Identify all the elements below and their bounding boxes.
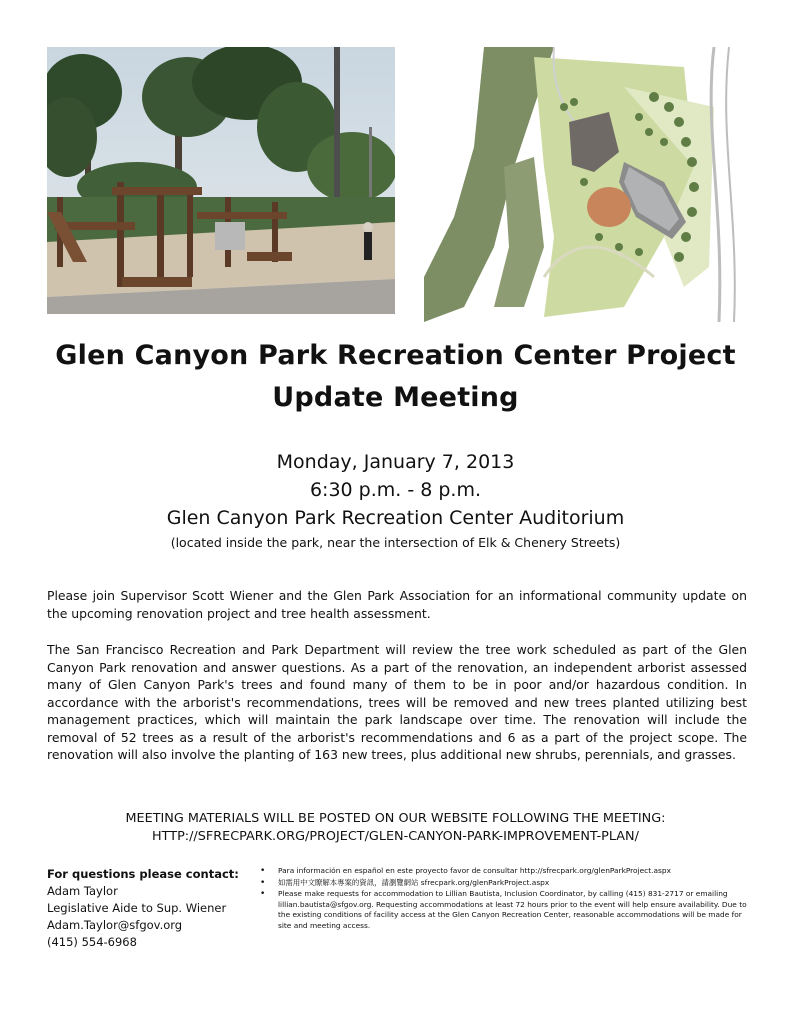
bullet-icon: • <box>260 877 266 888</box>
event-venue: Glen Canyon Park Recreation Center Auditorium <box>166 507 625 529</box>
bullet-icon: • <box>260 889 266 900</box>
page-title-line-2: Update Meeting <box>272 382 519 413</box>
site-plan-drawing <box>424 47 746 322</box>
project-website-link[interactable]: HTTP://SFRECPARK.ORG/PROJECT/GLEN-CANYON-PARK-IMPROVEMENT-PLAN/ <box>152 829 639 844</box>
event-time: 6:30 p.m. - 8 p.m. <box>309 479 482 501</box>
spanish-info-text: Para información en español en este proyecto favor de consultar http://sfrecpark.org/glenParkProject.aspx <box>278 866 671 875</box>
list-item <box>258 889 748 931</box>
event-location-note: (located inside the park, near the intersection of Elk & Chenery Streets) <box>170 535 621 550</box>
intro-paragraph: Please join Supervisor Scott Wiener and the Glen Park Association for an informational community update on the upcoming renovation project and tree health assessment. <box>47 588 747 621</box>
chinese-info-text: 如需用中文瞭解本專案的資訊，請瀏覽網站 sfrecpark.org/glenParkProject.aspx <box>278 877 550 887</box>
meeting-materials-notice: MEETING MATERIALS WILL BE POSTED ON OUR WEBSITE FOLLOWING THE MEETING: <box>125 811 666 826</box>
contact-email[interactable]: Adam.Taylor@sfgov.org <box>47 918 183 932</box>
list-item <box>258 878 748 889</box>
bullet-icon: • <box>260 866 266 876</box>
list-item <box>258 866 748 877</box>
details-paragraph: The San Francisco Recreation and Park Department will review the tree work scheduled as part of the Glen Canyon Park renovation and answer questions. As a part of the renovation, an independent arborist assessed many of Glen Canyon Park's trees and found many of them to be in poor and/or hazardous condition. In accordance with the arborist's recommendations, trees will be removed and new trees planted utilizing best management practices, which will maintain the park landscape over time. The renovation will include the removal of 52 trees as a result of the arborist's recommendations and 6 as a part of the project scope. The renovation will also involve the planting of 163 new trees, plus additional new shrubs, perennials, and grasses. <box>47 642 747 762</box>
contact-block <box>47 866 252 951</box>
contact-role: Legislative Aide to Sup. Wiener <box>47 901 227 915</box>
contact-name: Adam Taylor <box>47 884 118 898</box>
contact-phone: (415) 554-6968 <box>47 935 137 949</box>
event-date: Monday, January 7, 2013 <box>276 451 515 473</box>
accommodation-info-text: Please make requests for accommodation to Lillian Bautista, Inclusion Coordinator, by calling (415) 831-2717 or emailing lillian.bautista@sfgov.org. Requesting accommodations at least 72 hours prior to the event will help ensure availability. Due to the existing conditions of facility access at the Glen Canyon Recreation Center, reasonable accommodations will be made for site and meeting access. <box>278 889 747 930</box>
page-title-line-1: Glen Canyon Park Recreation Center Project <box>55 340 736 371</box>
site-plan-image <box>424 47 746 322</box>
info-bullet-list <box>258 866 748 933</box>
playground-photo <box>47 47 395 314</box>
contact-heading: For questions please contact: <box>47 867 239 881</box>
playground-photo-image <box>47 47 395 314</box>
